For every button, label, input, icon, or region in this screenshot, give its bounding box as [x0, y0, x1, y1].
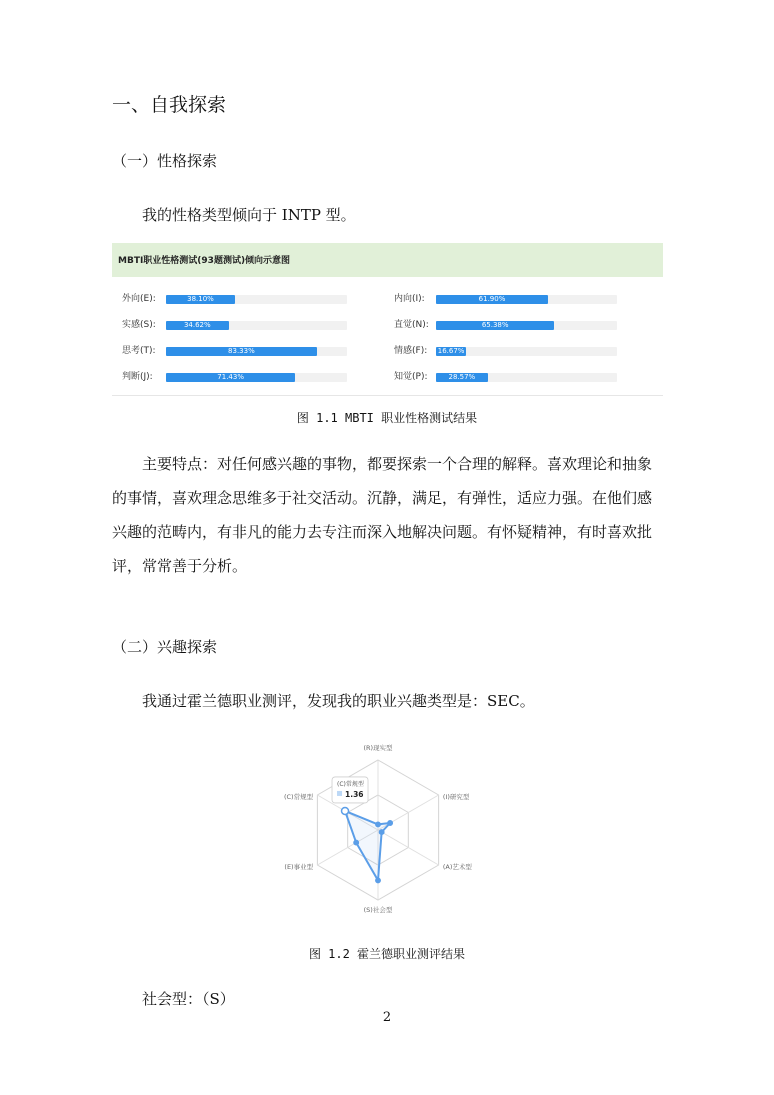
radar-axis-label-2: (A)艺术型: [442, 863, 472, 871]
mbti-fill: [436, 373, 488, 382]
radar-tooltip-value: 1.36: [345, 789, 364, 799]
section-interest: （二）兴趣探索: [112, 638, 218, 656]
mbti-result-card: [112, 243, 663, 396]
interest-line: 我通过霍兰德职业测评，发现我的职业兴趣类型是：SEC。: [142, 692, 535, 710]
personality-line: 我的性格类型倾向于 INTP 型。: [142, 206, 356, 224]
mbti-label: 知觉(P):: [394, 372, 428, 382]
mbti-track: [436, 347, 617, 356]
mbti-track: [436, 373, 617, 382]
mbti-label: 直觉(N):: [394, 320, 429, 330]
radar-point-3: [376, 878, 380, 882]
radar-tooltip-label: (C)常规型: [337, 780, 364, 788]
mbti-value: 71.43%: [217, 373, 244, 381]
mbti-value: 65.38%: [481, 321, 509, 329]
mbti-value: 34.62%: [183, 321, 211, 329]
radar-axis-label-5: (C)常规型: [283, 793, 314, 801]
mbti-row-right-0: [112, 293, 663, 305]
social-type-line: 社会型：（S）: [142, 990, 235, 1008]
mbti-value: 83.33%: [228, 347, 255, 355]
mbti-row-right-3: [112, 371, 663, 383]
radar-axis-label-4: (E)事业型: [284, 863, 314, 871]
mbti-track: [436, 321, 617, 330]
mbti-value: 16.67%: [437, 347, 465, 355]
mbti-label: 实感(S):: [122, 320, 156, 330]
mbti-label: 情感(F):: [394, 346, 428, 356]
mbti-value: 28.57%: [448, 373, 476, 381]
holland-radar-chart: [260, 730, 510, 920]
radar-point-0: [376, 822, 380, 826]
mbti-title: MBTI职业性格测试(93题测试)倾向示意图: [118, 256, 291, 266]
mbti-row-right-1: [112, 319, 663, 331]
mbti-label: 外向(E):: [122, 294, 156, 304]
caption-holland: 图 1.2 霍兰德职业测评结果: [308, 947, 466, 961]
mbti-value: 38.10%: [187, 295, 214, 303]
radar-tooltip-swatch: [337, 791, 342, 796]
mbti-fill: [436, 347, 466, 356]
radar-point-1: [388, 821, 392, 825]
radar-axis-label-3: (S)社会型: [363, 906, 393, 914]
mbti-fill: [436, 321, 554, 330]
mbti-label: 内向(I):: [394, 294, 425, 304]
heading-self-exploration: 一、自我探索: [112, 94, 227, 116]
radar-axis-label-0: (R)现实型: [363, 744, 393, 752]
radar-point-5: [342, 807, 349, 814]
mbti-track: [436, 295, 617, 304]
mbti-fill: [436, 295, 548, 304]
mbti-value: 61.90%: [478, 295, 506, 303]
mbti-header: [112, 243, 663, 277]
caption-mbti: 图 1.1 MBTI 职业性格测试结果: [296, 411, 478, 425]
radar-axis-label-1: (I)研究型: [442, 793, 470, 801]
mbti-label: 思考(T):: [122, 346, 156, 356]
traits-paragraph: 主要特点：对任何感兴趣的事物，都要探索一个合理的解释。喜欢理论和抽象的事情，喜欢理念思维多于社交活动。沉静，满足，有弹性，适应力强。在他们感兴趣的范畴内，有非凡的能力去专注而深入地解决问题。有怀疑精神，有时喜欢批评，常常善于分析。: [112, 455, 653, 575]
mbti-row-right-2: [112, 345, 663, 357]
section-personality: （一）性格探索: [112, 152, 218, 170]
page-number: 2: [382, 1010, 392, 1025]
mbti-label: 判断(J):: [122, 372, 153, 382]
radar-point-2: [379, 830, 383, 834]
radar-point-4: [354, 840, 358, 844]
